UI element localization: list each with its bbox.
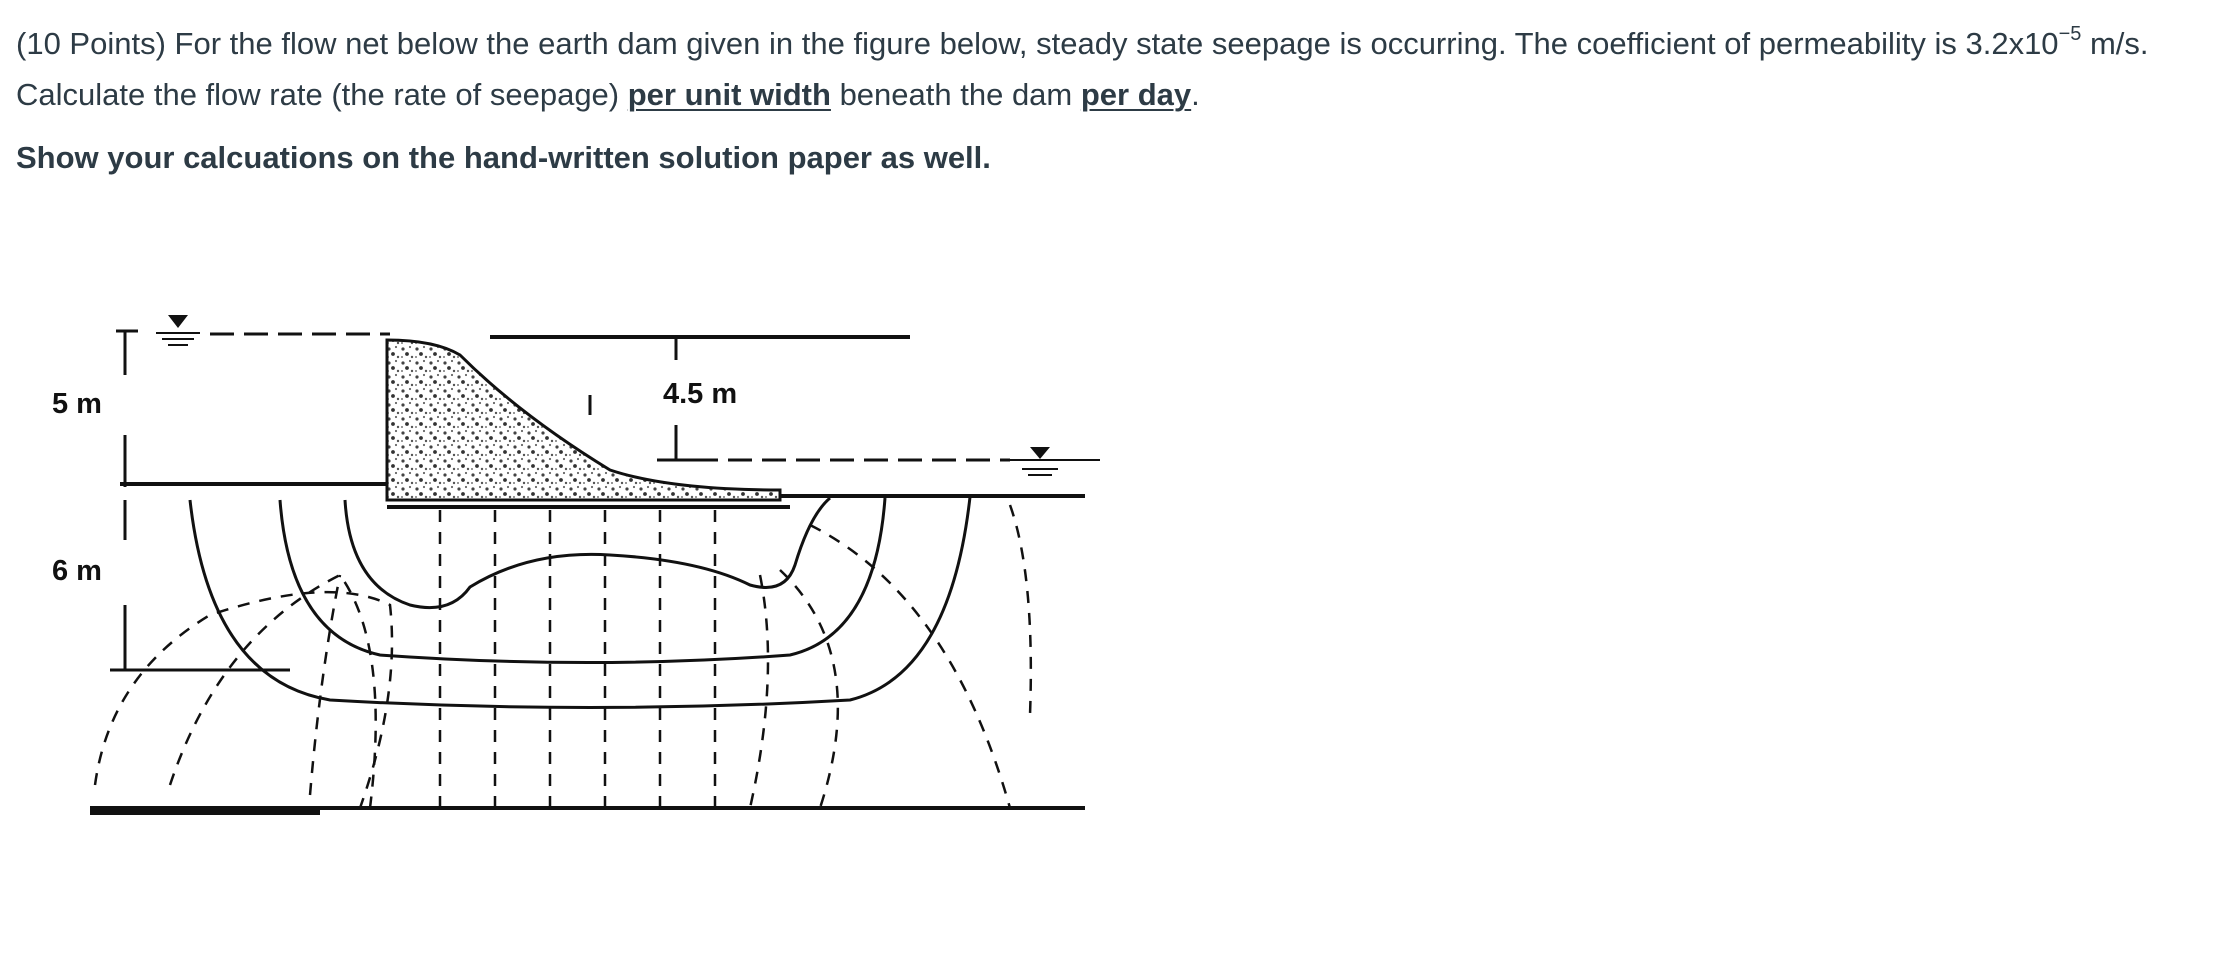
earth-dam	[387, 340, 780, 500]
question-intro: (10 Points) For the flow net below the earth dam given in the figure below, steady state seepage is occurring. The coefficient of permeability is 3.2x10	[16, 26, 2059, 61]
equipotential-lines	[95, 505, 1031, 808]
question-text	[16, 18, 2202, 120]
emphasis-per-unit-width: per unit width	[627, 77, 831, 112]
upstream-water-level	[156, 315, 390, 345]
exponent: −5	[2058, 22, 2082, 45]
label-downstream-head: 4.5 m	[663, 378, 738, 410]
question-end: .	[1191, 77, 1200, 112]
question-between: beneath the dam	[830, 77, 1081, 112]
question-mid: m/s. Calculate the flow rate (the rate of seepage)	[16, 26, 2149, 112]
instruction-text: Show your calcuations on the hand-written solution paper as well.	[16, 140, 991, 175]
emphasis-per-day: per day	[1080, 77, 1192, 112]
flow-net-figure	[50, 275, 1180, 880]
question-block	[16, 18, 2202, 183]
downstream-water-level	[660, 447, 1100, 475]
flow-net-diagram	[50, 275, 1180, 875]
flow-lines	[190, 497, 970, 708]
label-upstream-depth: 5 m	[52, 388, 102, 420]
label-soil-depth: 6 m	[52, 555, 102, 587]
